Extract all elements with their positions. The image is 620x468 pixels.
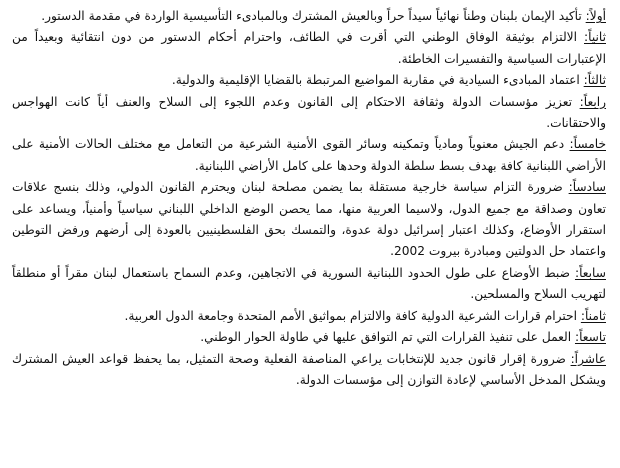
item-number: تاسعاً: [574,330,606,345]
item-number: ثامناً: [580,308,606,323]
list-item [12,6,606,27]
item-text: ضرورة إقرار قانون جديد للإنتخابات يراعي المناصفة الفعلية وصحة التمثيل، بما يحفظ قواعد العيش المشترك ويشكل المدخل الأساسي لإعادة التوازن إلى مؤسسات الدولة. [12,351,606,387]
list-item [12,92,606,135]
list-item [12,27,606,70]
item-text: ضرورة التزام سياسة خارجية مستقلة بما يضمن مصلحة لبنان ويحترم القانون الدولي، وذلك بنسج علاقات تعاون وصداقة مع جميع الدول، ولاسيما العربية منها، مما يحصن الوضع الداخلي اللبناني سياسياً وأمنياً، ويساعد على استقرار الأوضاع، وكذلك اعتبار إسرائيل دولة عدوة، والتمسك بحق الفلسطينيين بالعودة إلى أرضهم ورفض التوطين واعتماد حل الدولتين ومبادرة بيروت 2002. [12,180,606,259]
item-number: رابعاً: [579,94,606,109]
item-text: العمل على تنفيذ القرارات التي تم التوافق عليها في طاولة الحوار الوطني. [200,330,575,345]
item-number: سابعاً: [574,265,606,280]
item-text: احترام قرارات الشرعية الدولية كافة والالتزام بمواثيق الأمم المتحدة وجامعة الدول العربية. [124,308,581,323]
item-number: أولاً: [585,9,606,23]
item-number: عاشراً: [570,351,606,366]
item-text: ضبط الأوضاع على طول الحدود اللبنانية السورية في الاتجاهين، وعدم السماح باستعمال لبنان مقراً أو منطلقاً لتهريب السلاح والمسلحين. [12,265,606,302]
item-text: اعتماد المبادىء السيادية في مقاربة المواضيع المرتبطة بالقضايا الإقليمية والدولية. [171,73,584,88]
item-number: سادساً: [568,180,606,195]
item-number: ثانياً: [584,30,606,45]
list-item [12,70,606,91]
list-item [12,327,606,348]
list-item [12,306,606,327]
list-item [12,349,606,392]
item-text: تعزيز مؤسسات الدولة وثقافة الاحتكام إلى القانون وعدم اللجوء إلى السلاح والعنف أياً كانت الهواجس والاحتقانات. [12,94,606,131]
list-item [12,263,606,306]
item-text: الالتزام بوثيقة الوفاق الوطني التي أقرت في الطائف، واحترام أحكام الدستور من دون انتقائية وبعيداً من الإعتبارات السياسية والتفسيرات الخاطئة. [12,30,606,66]
item-number: ثالثاً: [583,73,606,88]
item-text: تأكيد الإيمان بلبنان وطناً نهائياً سيداً حراً وبالعيش المشترك وبالمبادىء التأسيسية الواردة في مقدمة الدستور. [41,9,586,23]
list-item [12,177,606,263]
item-number: خامساً: [569,137,606,152]
item-text: دعم الجيش معنوياً ومادياً وتمكينه وسائر القوى الأمنية الشرعية من التعامل مع مختلف الحالات الأمنية على الأراضي اللبنانية كافة بهدف بسط سلطة الدولة وحدها على كامل الأراضي اللبنانية. [12,137,606,173]
list-item [12,134,606,177]
